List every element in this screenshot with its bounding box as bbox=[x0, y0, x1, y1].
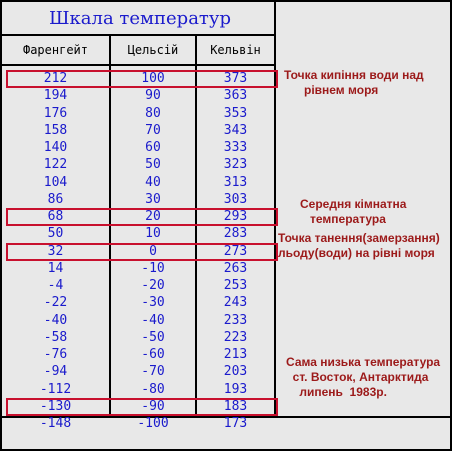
cell-kelvin: 343 bbox=[223, 122, 248, 138]
cell-fahrenheit: -94 bbox=[43, 364, 68, 380]
cell-kelvin: 283 bbox=[223, 226, 248, 242]
cell-fahrenheit: -40 bbox=[43, 312, 68, 328]
cell-kelvin: 333 bbox=[223, 140, 248, 155]
cell-celsius: 60 bbox=[145, 140, 161, 155]
cell-fahrenheit: 158 bbox=[43, 122, 68, 138]
cell-fahrenheit: 104 bbox=[43, 174, 68, 190]
cell-kelvin: 173 bbox=[223, 416, 248, 431]
highlight-box bbox=[6, 208, 278, 226]
cell-kelvin: 363 bbox=[223, 88, 248, 104]
cell-celsius: 90 bbox=[145, 88, 161, 104]
cell-fahrenheit: 140 bbox=[43, 140, 68, 155]
cell-fahrenheit: -4 bbox=[47, 278, 64, 293]
cell-fahrenheit: 32 bbox=[47, 243, 64, 259]
cell-fahrenheit: -148 bbox=[39, 416, 72, 431]
cell-fahrenheit: 176 bbox=[43, 105, 68, 121]
cell-celsius: -100 bbox=[137, 416, 169, 431]
cell-celsius: 70 bbox=[145, 122, 161, 138]
cell-kelvin: 253 bbox=[223, 278, 248, 293]
cell-fahrenheit: -22 bbox=[43, 295, 68, 311]
divider-title bbox=[2, 34, 274, 36]
cell-kelvin: 223 bbox=[223, 329, 248, 345]
cell-kelvin: 263 bbox=[223, 260, 248, 276]
cell-celsius: -10 bbox=[141, 260, 165, 276]
cell-celsius: -20 bbox=[141, 278, 165, 293]
cell-kelvin: 323 bbox=[223, 157, 248, 173]
cell-celsius: 10 bbox=[145, 226, 161, 242]
cell-celsius: -70 bbox=[141, 364, 165, 380]
cell-celsius: 100 bbox=[141, 71, 165, 86]
header-kelvin: Кельвін bbox=[210, 43, 261, 57]
cell-fahrenheit: 86 bbox=[47, 191, 64, 207]
cell-fahrenheit: 122 bbox=[43, 157, 68, 173]
cell-kelvin: 313 bbox=[223, 174, 248, 190]
cell-kelvin: 233 bbox=[223, 312, 248, 328]
note-boiling-point: Точка кипіння води над рівнем моря bbox=[284, 68, 424, 97]
highlight-box bbox=[6, 398, 278, 416]
cell-fahrenheit: -58 bbox=[43, 329, 68, 345]
cell-celsius: -30 bbox=[141, 295, 165, 311]
cell-celsius: -60 bbox=[141, 347, 165, 362]
note-freezing-point: Точка танення(замерзання) льоду(води) на рівні моря bbox=[278, 231, 440, 260]
cell-fahrenheit: 212 bbox=[43, 71, 68, 86]
cell-celsius: 30 bbox=[145, 191, 161, 207]
cell-kelvin: 183 bbox=[223, 398, 248, 414]
cell-kelvin: 293 bbox=[223, 209, 248, 224]
cell-kelvin: 373 bbox=[223, 71, 248, 86]
header-fahrenheit: Фаренгейт bbox=[22, 43, 89, 57]
note-lowest-temperature: Сама низька температура ст. Восток, Антарктида липень 1983р. bbox=[286, 355, 441, 399]
cell-kelvin: 303 bbox=[223, 191, 248, 207]
cell-celsius: -50 bbox=[141, 329, 165, 345]
note-room-temperature: Середня кімнатна температура bbox=[300, 197, 407, 226]
cell-fahrenheit: 68 bbox=[47, 209, 64, 224]
cell-fahrenheit: -112 bbox=[39, 381, 72, 397]
highlight-box bbox=[6, 70, 278, 88]
cell-celsius: -80 bbox=[141, 381, 165, 397]
cell-celsius: -90 bbox=[141, 398, 165, 414]
cell-kelvin: 213 bbox=[223, 347, 248, 362]
highlight-box bbox=[6, 243, 278, 261]
cell-kelvin: 353 bbox=[223, 105, 248, 121]
divider-headers bbox=[2, 64, 274, 66]
cell-kelvin: 203 bbox=[223, 364, 248, 380]
cell-celsius: 40 bbox=[145, 174, 161, 190]
cell-fahrenheit: -76 bbox=[43, 347, 68, 362]
cell-kelvin: 273 bbox=[223, 243, 248, 259]
cell-fahrenheit: 194 bbox=[43, 88, 68, 104]
cell-celsius: 0 bbox=[149, 243, 157, 259]
header-celsius: Цельсій bbox=[127, 43, 179, 57]
cell-kelvin: 193 bbox=[223, 381, 248, 397]
cell-celsius: 20 bbox=[145, 209, 161, 224]
page-title: Шкала температур bbox=[49, 8, 231, 29]
cell-fahrenheit: 14 bbox=[47, 260, 64, 276]
cell-celsius: -40 bbox=[141, 312, 165, 328]
cell-kelvin: 243 bbox=[223, 295, 248, 311]
cell-celsius: 80 bbox=[145, 105, 161, 121]
cell-fahrenheit: 50 bbox=[47, 226, 64, 242]
cell-celsius: 50 bbox=[145, 157, 161, 173]
cell-fahrenheit: -130 bbox=[39, 398, 72, 414]
